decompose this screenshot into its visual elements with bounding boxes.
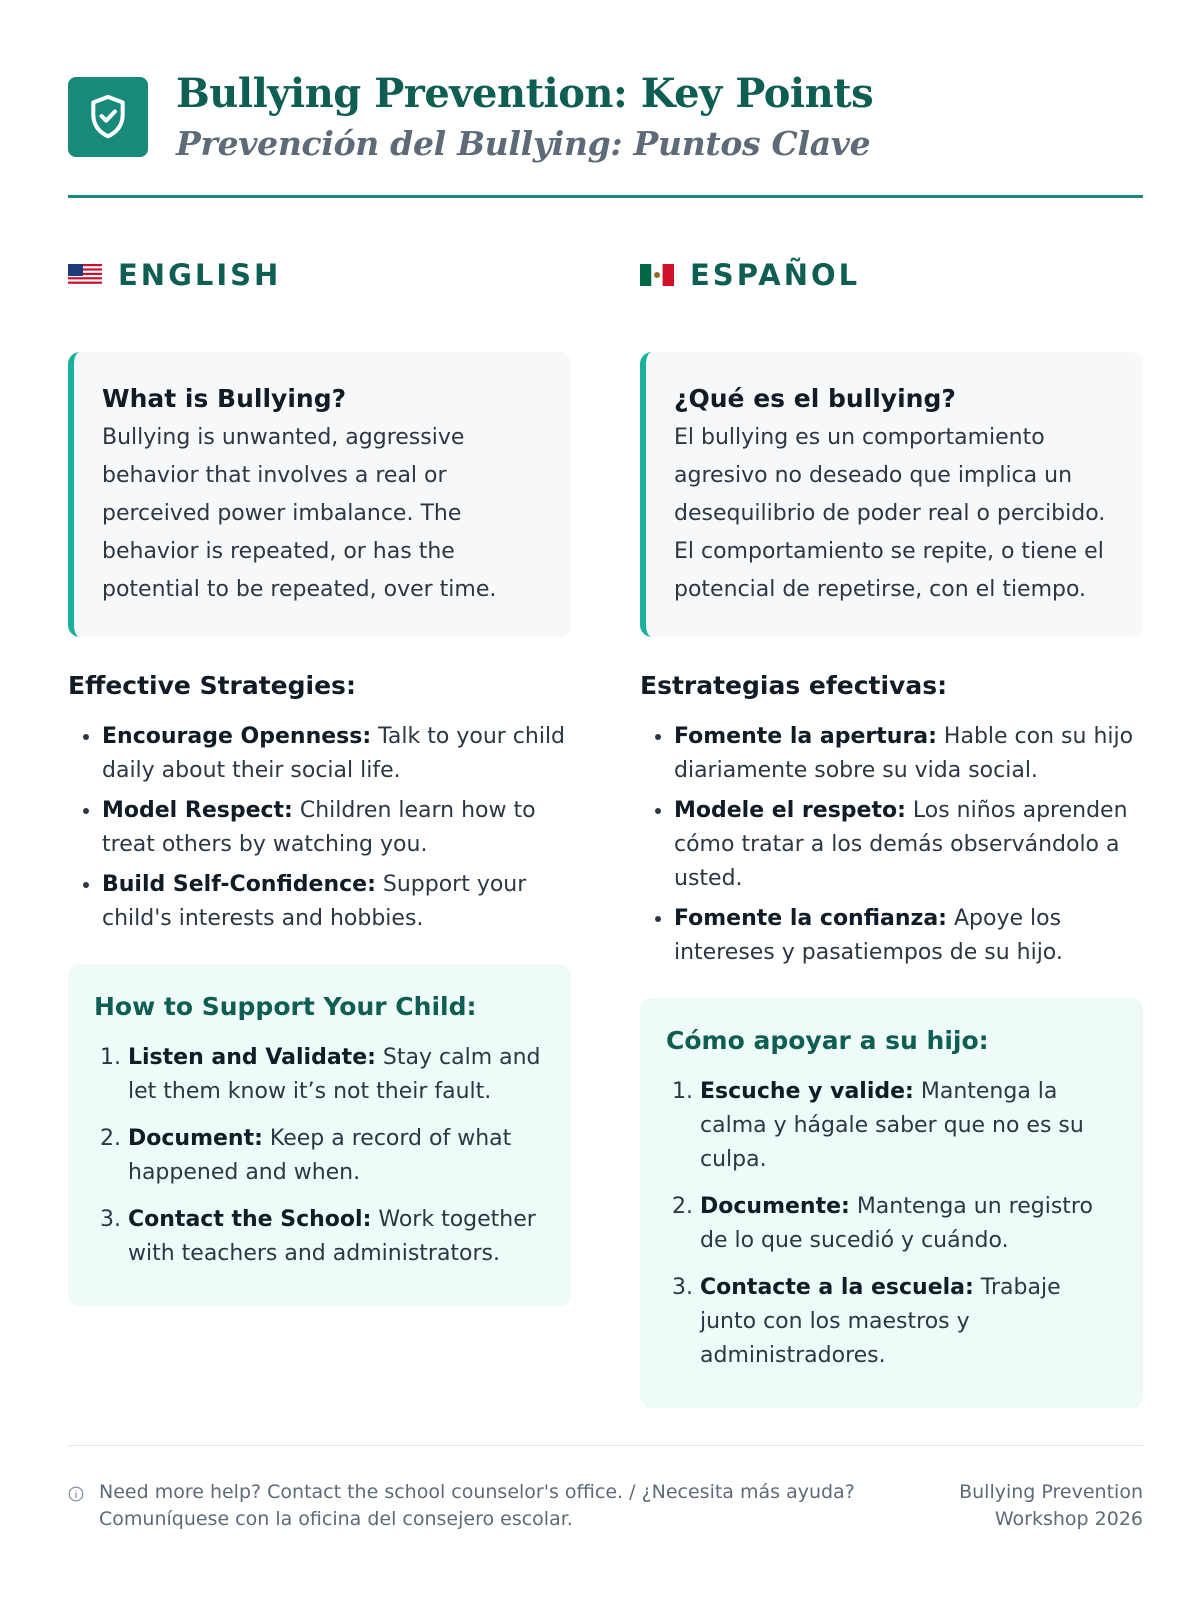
spanish-column bbox=[640, 258, 1143, 1408]
item-text: Work together with teachers and administrators. bbox=[128, 1207, 536, 1266]
item-text: Children learn how to treat others by watching you. bbox=[102, 798, 536, 857]
footer-event bbox=[959, 1479, 1143, 1533]
support-title: How to Support Your Child: bbox=[94, 992, 477, 1021]
list-item bbox=[674, 794, 1143, 896]
definition-text: El bullying es un comportamiento agresivo no deseado que implica un desequilibrio de poder real o percibido. El comportamiento se repite, o tiene el potencial de repetirse, con el tiempo. bbox=[674, 425, 1106, 602]
definition-card bbox=[68, 352, 571, 637]
info-circle-icon bbox=[68, 1486, 84, 1502]
item-text: Support your child's interests and hobbies. bbox=[102, 872, 527, 931]
definition-card bbox=[640, 352, 1143, 637]
item-text: Stay calm and let them know it’s not their fault. bbox=[128, 1045, 541, 1104]
shield-check-icon bbox=[68, 77, 148, 157]
list-item bbox=[128, 1122, 545, 1190]
footer-event-line: Workshop 2026 bbox=[994, 1508, 1143, 1530]
support-steps bbox=[94, 1041, 545, 1271]
support-card bbox=[640, 998, 1143, 1408]
list-item bbox=[102, 794, 571, 862]
definition-text: Bullying is unwanted, aggressive behavior that involves a real or perceived power imbalance. The behavior is repeated, or has the potential to be repeated, over time. bbox=[102, 425, 497, 602]
strategies-list bbox=[640, 720, 1143, 970]
item-text: Mantenga un registro de lo que sucedió y cuándo. bbox=[700, 1194, 1093, 1253]
item-label: Documente: bbox=[700, 1194, 850, 1219]
item-label: Listen and Validate: bbox=[128, 1045, 376, 1070]
support-steps bbox=[666, 1075, 1117, 1373]
item-label: Document: bbox=[128, 1126, 263, 1151]
item-label: Encourage Openness: bbox=[102, 724, 372, 749]
mexico-flag-icon bbox=[640, 264, 674, 286]
item-text: Trabaje junto con los maestros y administradores. bbox=[700, 1275, 1061, 1368]
item-text: Los niños aprenden cómo tratar a los demás observándolo a usted. bbox=[674, 798, 1128, 891]
spanish-heading bbox=[640, 258, 1143, 292]
list-item bbox=[102, 868, 571, 936]
item-label: Escuche y valide: bbox=[700, 1079, 914, 1104]
list-item bbox=[700, 1190, 1117, 1258]
strategies-list bbox=[68, 720, 571, 936]
page-title: Bullying Prevention: Key Points bbox=[176, 70, 874, 117]
strategies-title: Estrategias efectivas: bbox=[640, 671, 948, 700]
item-label: Model Respect: bbox=[102, 798, 293, 823]
definition-title: What is Bullying? bbox=[102, 384, 347, 413]
footer-help-text: Need more help? Contact the school counselor's office. / ¿Necesita más ayuda? Comuníquese con la oficina del consejero escolar. bbox=[99, 1481, 855, 1530]
item-text: Mantenga la calma y hágale saber que no es su culpa. bbox=[700, 1079, 1084, 1172]
list-item bbox=[674, 902, 1143, 970]
page-subtitle: Prevención del Bullying: Puntos Clave bbox=[176, 124, 871, 163]
item-text: Apoye los intereses y pasatiempos de su hijo. bbox=[674, 906, 1063, 965]
list-item bbox=[674, 720, 1143, 788]
item-label: Modele el respeto: bbox=[674, 798, 906, 823]
support-title: Cómo apoyar a su hijo: bbox=[666, 1026, 989, 1055]
item-label: Contact the School: bbox=[128, 1207, 372, 1232]
spanish-label: ESPAÑOL bbox=[690, 258, 861, 292]
footer-divider bbox=[68, 1445, 1143, 1446]
english-label: ENGLISH bbox=[118, 258, 282, 292]
item-label: Build Self-Confidence: bbox=[102, 872, 376, 897]
list-item bbox=[700, 1271, 1117, 1373]
list-item bbox=[128, 1203, 545, 1271]
us-flag-icon bbox=[68, 264, 102, 286]
english-heading bbox=[68, 258, 571, 292]
item-label: Fomente la apertura: bbox=[674, 724, 937, 749]
list-item bbox=[700, 1075, 1117, 1177]
footer-event-line: Bullying Prevention bbox=[959, 1481, 1143, 1503]
strategies-title: Effective Strategies: bbox=[68, 671, 356, 700]
item-text: Hable con su hijo diariamente sobre su vida social. bbox=[674, 724, 1134, 783]
definition-title: ¿Qué es el bullying? bbox=[674, 384, 956, 413]
list-item bbox=[102, 720, 571, 788]
header-divider bbox=[68, 195, 1143, 198]
item-text: Keep a record of what happened and when. bbox=[128, 1126, 512, 1185]
list-item bbox=[128, 1041, 545, 1109]
item-label: Fomente la confianza: bbox=[674, 906, 947, 931]
english-column bbox=[68, 258, 571, 1306]
item-text: Talk to your child daily about their social life. bbox=[102, 724, 566, 783]
support-card bbox=[68, 964, 571, 1306]
item-label: Contacte a la escuela: bbox=[700, 1275, 974, 1300]
